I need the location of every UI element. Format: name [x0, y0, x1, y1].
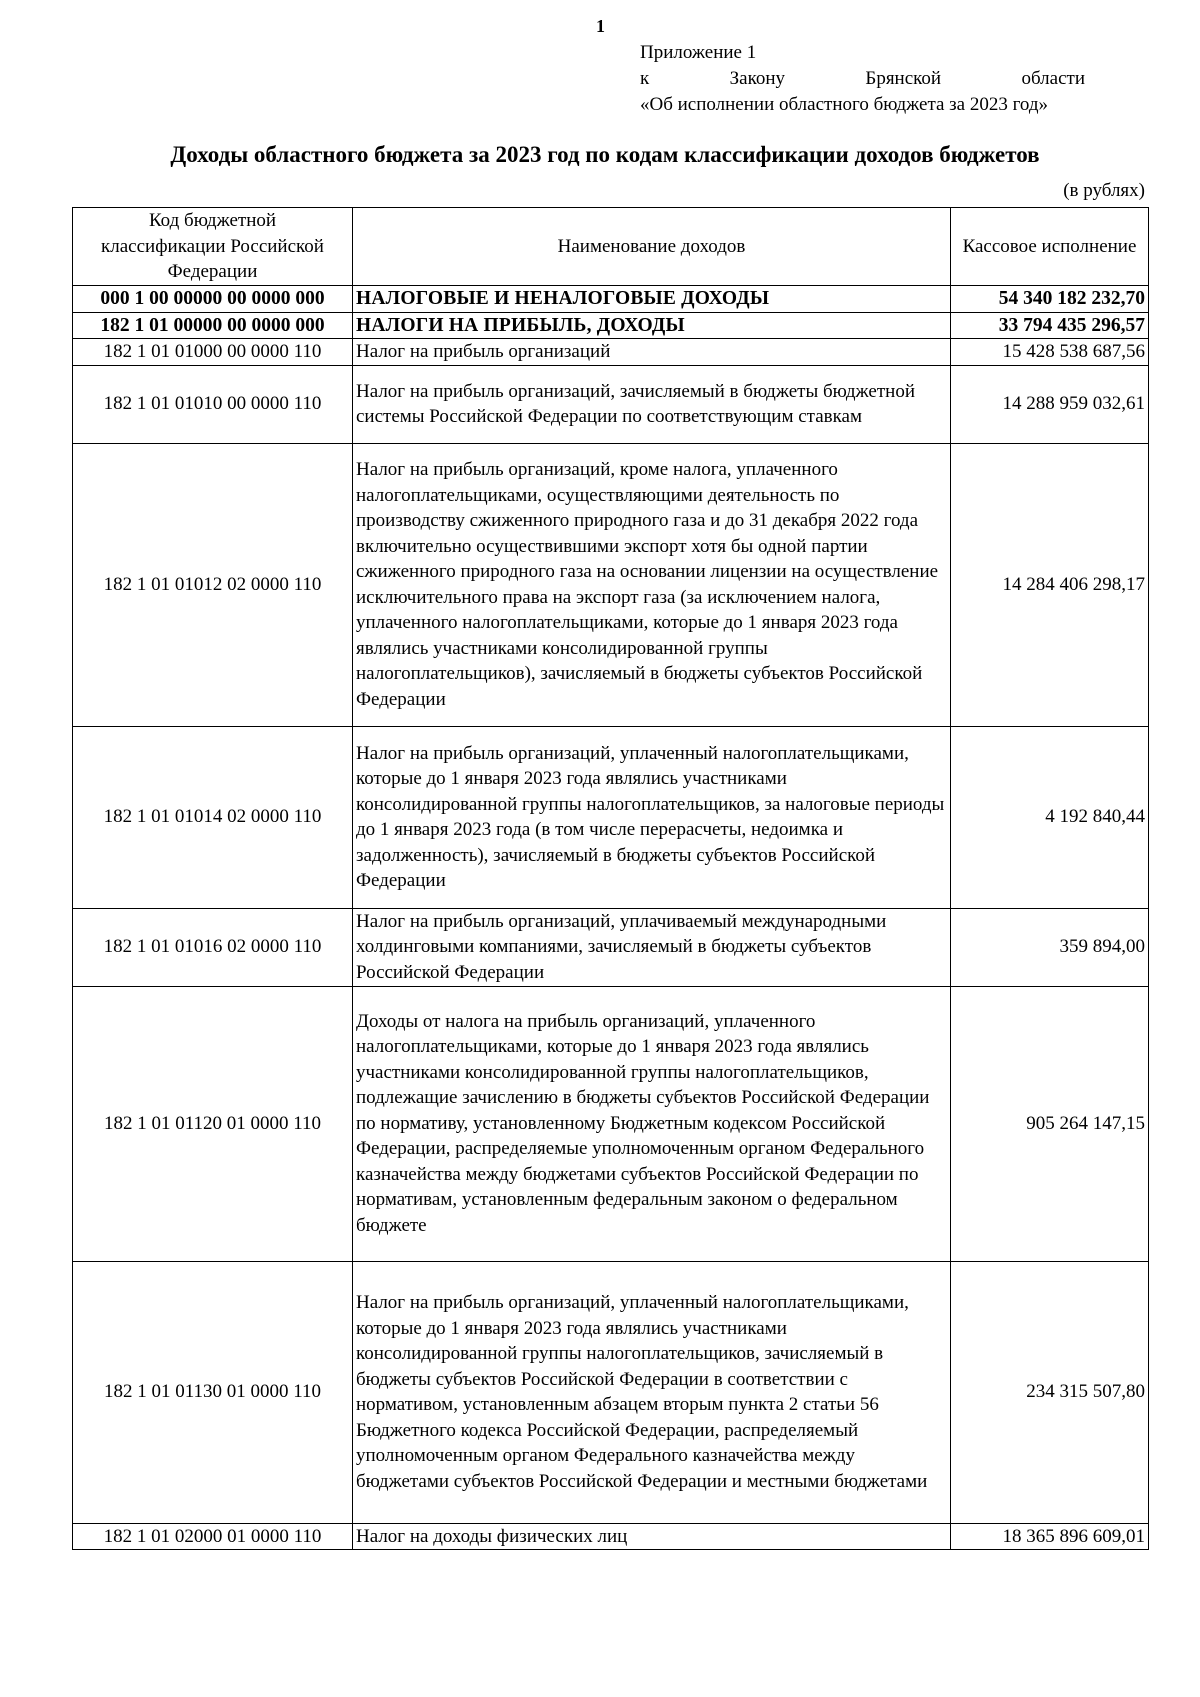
revenue-table [72, 207, 1149, 1550]
row-code: 182 1 01 02000 01 0000 110 [73, 1523, 353, 1550]
header-code: Код бюджетной классификации Российской Федерации [73, 208, 353, 286]
row-amount: 18 365 896 609,01 [951, 1523, 1149, 1550]
table-row [73, 312, 1149, 339]
row-name: НАЛОГИ НА ПРИБЫЛЬ, ДОХОДЫ [353, 312, 951, 339]
row-name: Налог на прибыль организаций, кроме налога, уплаченного налогоплательщиками, осуществляющими деятельность по производству сжиженного природного газа и до 31 декабря 2022 года включительно осуществившими экспорт хотя бы одной партии сжиженного природного газа на основании лицензии на осуществление исключительного права на экспорт газа (за исключением налога, уплаченного налогоплательщиками, которые до 1 января 2023 года являлись участниками консолидированной группы налогоплательщиков), зачисляемый в бюджеты субъектов Российской Федерации [353, 443, 951, 726]
table-row [73, 286, 1149, 313]
page-number: 1 [596, 16, 605, 36]
document-title: Доходы областного бюджета за 2023 год по кодам классификации доходов бюджетов [170, 142, 1040, 167]
table-row [73, 986, 1149, 1261]
appendix-line-1: Приложение 1 [640, 42, 757, 63]
appendix-word: области [1021, 68, 1085, 89]
table-row [73, 365, 1149, 443]
row-code: 182 1 01 01120 01 0000 110 [73, 986, 353, 1261]
row-code: 182 1 01 01014 02 0000 110 [73, 726, 353, 908]
row-amount: 54 340 182 232,70 [951, 286, 1149, 313]
table-row [73, 908, 1149, 986]
appendix-reference [640, 40, 1085, 118]
row-amount: 33 794 435 296,57 [951, 312, 1149, 339]
appendix-line-2 [640, 66, 1085, 92]
row-code: 182 1 01 01010 00 0000 110 [73, 365, 353, 443]
row-amount: 4 192 840,44 [951, 726, 1149, 908]
row-code: 182 1 01 01000 00 0000 110 [73, 339, 353, 366]
row-code: 182 1 01 01012 02 0000 110 [73, 443, 353, 726]
header-amount: Кассовое исполнение [951, 208, 1149, 286]
row-name: Налог на прибыль организаций [353, 339, 951, 366]
row-amount: 15 428 538 687,56 [951, 339, 1149, 366]
units-note: (в рублях) [1063, 180, 1145, 201]
row-name: НАЛОГОВЫЕ И НЕНАЛОГОВЫЕ ДОХОДЫ [353, 286, 951, 313]
table-row [73, 443, 1149, 726]
row-amount: 14 288 959 032,61 [951, 365, 1149, 443]
row-amount: 905 264 147,15 [951, 986, 1149, 1261]
header-name: Наименование доходов [353, 208, 951, 286]
appendix-word: Закону [729, 68, 786, 89]
row-name: Налог на прибыль организаций, зачисляемый в бюджеты бюджетной системы Российской Федерации по соответствующим ставкам [353, 365, 951, 443]
row-code: 182 1 01 01130 01 0000 110 [73, 1261, 353, 1523]
table-row [73, 1523, 1149, 1550]
row-amount: 234 315 507,80 [951, 1261, 1149, 1523]
row-amount: 14 284 406 298,17 [951, 443, 1149, 726]
appendix-word: к [640, 68, 650, 89]
appendix-line-3: «Об исполнении областного бюджета за 2023 год» [640, 94, 1049, 115]
table-row [73, 339, 1149, 366]
row-code: 182 1 01 01016 02 0000 110 [73, 908, 353, 986]
table-header-row [73, 208, 1149, 286]
row-name: Налог на прибыль организаций, уплаченный налогоплательщиками, которые до 1 января 2023 года являлись участниками консолидированной группы налогоплательщиков, зачисляемый в бюджеты субъектов Российской Федерации в соответствии с нормативом, установленным абзацем вторым пункта 2 статьи 56 Бюджетного кодекса Российской Федерации, распределяемый уполномоченным органом Федерального казначейства между бюджетами субъектов Российской Федерации и местными бюджетами [353, 1261, 951, 1523]
table-row [73, 726, 1149, 908]
row-name: Налог на доходы физических лиц [353, 1523, 951, 1550]
row-name: Доходы от налога на прибыль организаций, уплаченного налогоплательщиками, которые до 1 января 2023 года являлись участниками консолидированной группы налогоплательщиков, подлежащие зачислению в бюджеты субъектов Российской Федерации по нормативу, установленному Бюджетным кодексом Российской Федерации, распределяемые уполномоченным органом Федерального казначейства между бюджетами субъектов Российской Федерации по нормативам, установленным федеральным законом о федеральном бюджете [353, 986, 951, 1261]
table-row [73, 1261, 1149, 1523]
row-code: 000 1 00 00000 00 0000 000 [73, 286, 353, 313]
row-name: Налог на прибыль организаций, уплаченный налогоплательщиками, которые до 1 января 2023 года являлись участниками консолидированной группы налогоплательщиков, за налоговые периоды до 1 января 2023 года (в том числе перерасчеты, недоимка и задолженность), зачисляемый в бюджеты субъектов Российской Федерации [353, 726, 951, 908]
row-code: 182 1 01 00000 00 0000 000 [73, 312, 353, 339]
row-name: Налог на прибыль организаций, уплачиваемый международными холдинговыми компаниями, зачисляемый в бюджеты субъектов Российской Федерации [353, 908, 951, 986]
row-amount: 359 894,00 [951, 908, 1149, 986]
appendix-word: Брянской [865, 68, 942, 89]
